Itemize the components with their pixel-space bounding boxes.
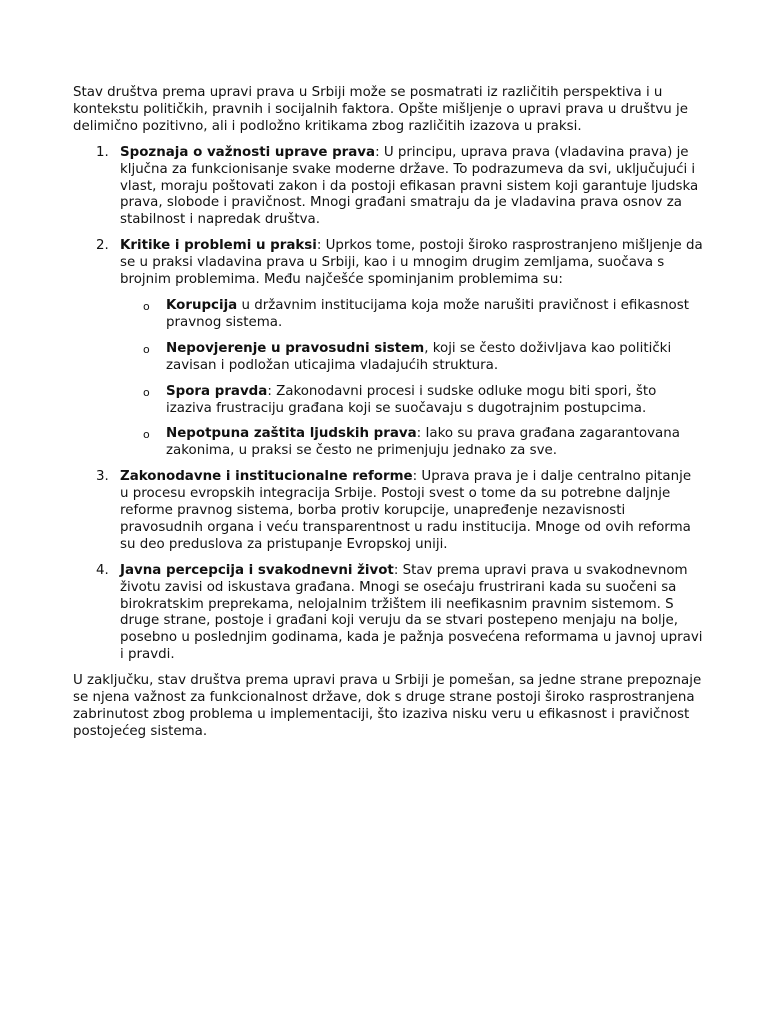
bullet-marker: o (143, 385, 150, 399)
sublist-item-text: u državnim institucijama koja može narušiti pravičnost i efikasnost pravnog sistema. (166, 297, 689, 330)
sublist-item (120, 341, 703, 375)
list-number: 4. (96, 562, 109, 578)
document-page (73, 85, 703, 741)
sublist-item-title: Nepotpuna zaštita ljudskih prava (166, 426, 417, 442)
list-item-text: : Uprava prava je i dalje centralno pitanje u procesu evropskih integracija Srbije. Postoji svest o tome da su potrebne daljnje reforme pravnog sistema, borba protiv korupcije, unapređenje nezavisnosti pravosudnih organa i veću transparentnost u radu institucija. Mnoge od ovih reforma su deo preduslova za pristupanje Evropskoj uniji. (120, 469, 692, 552)
sublist-item-title: Spora pravda (166, 383, 268, 399)
list-item-1 (73, 145, 703, 230)
sublist-item (120, 298, 703, 332)
conclusion-paragraph: U zaključku, stav društva prema upravi prava u Srbiji je pomešan, sa jedne strane prepoznaje se njena važnost za funkcionalnost države, dok s druge strane postoji široko rasprostranjena zabrinutost zbog problema u implementaciji, što izaziva nisku veru u efikasnost i pravičnost postojećeg sistema. (73, 673, 702, 739)
list-number: 1. (96, 144, 109, 160)
list-item-text: : Uprkos tome, postoji široko rasprostranjeno mišljenje da se u praksi vladavina prava u Srbiji, kao i u mnogim drugim zemljama, suočava s brojnim problemima. Među najčešće spominjanim problemima su: (120, 238, 703, 288)
bullet-marker: o (143, 342, 150, 356)
list-item-text: : U principu, uprava prava (vladavina prava) je ključna za funkcionisanje svake moderne države. To podrazumeva da svi, uključujući i vlast, moraju poštovati zakon i da postoji efikasan pravni sistem koji garantuje ljudska prava, slobode i pravičnost. Mnogi građani smatraju da je vladavina prava osnov za stabilnost i napredak društva. (120, 144, 699, 228)
list-item-3 (73, 469, 703, 554)
list-item-title: Kritike i problemi u praksi (120, 238, 317, 254)
sublist-item-title: Nepovjerenje u pravosudni sistem (166, 340, 425, 356)
list-number: 2. (96, 238, 109, 254)
list-number: 3. (96, 469, 109, 485)
sublist-item-text: , koji se često doživljava kao politički zavisan i podložan uticajima vladajućih struktura. (166, 340, 672, 373)
bullet-marker: o (143, 299, 150, 313)
bullet-marker: o (143, 428, 150, 442)
list-item-title: Javna percepcija i svakodnevni život (120, 562, 394, 578)
list-item-text: : Stav prema upravi prava u svakodnevnom životu zavisi od iskustava građana. Mnogi se osećaju frustrirani kada su suočeni sa birokratskim preprekama, nelojalnim tržištem ili neefikasnim pravnim sistemom. S druge strane, postoje i građani koji veruju da se stvari postepeno menjaju na bolje, posebno u poslednjim godinama, kada je pažnja posvećena reformama u javnoj upravi i pravdi. (120, 562, 703, 663)
sublist-item-text: : Iako su prava građana zagarantovana zakonima, u praksi se često ne primenjuju jednako za sve. (166, 426, 680, 459)
bulleted-sublist (120, 298, 703, 460)
list-item-4 (73, 563, 703, 664)
sublist-item-title: Korupcija (166, 297, 238, 313)
list-item-title: Zakonodavne i institucionalne reforme (120, 469, 413, 485)
sublist-item (120, 384, 703, 418)
sublist-item (120, 426, 703, 460)
intro-paragraph: Stav društva prema upravi prava u Srbiji može se posmatrati iz različitih perspektiva i u kontekstu političkih, pravnih i socijalnih faktora. Opšte mišljenje o upravi prava u društvu je delimično pozitivno, ali i podložno kritikama zbog različitih izazova u praksi. (73, 85, 688, 134)
sublist-item-text: : Zakonodavni procesi i sudske odluke mogu biti spori, što izaziva frustraciju građana koji se suočavaju s dugotrajnim postupcima. (166, 383, 657, 416)
list-item-2 (73, 238, 703, 460)
list-item-title: Spoznaja o važnosti uprave prava (120, 144, 376, 160)
numbered-list (73, 145, 703, 664)
